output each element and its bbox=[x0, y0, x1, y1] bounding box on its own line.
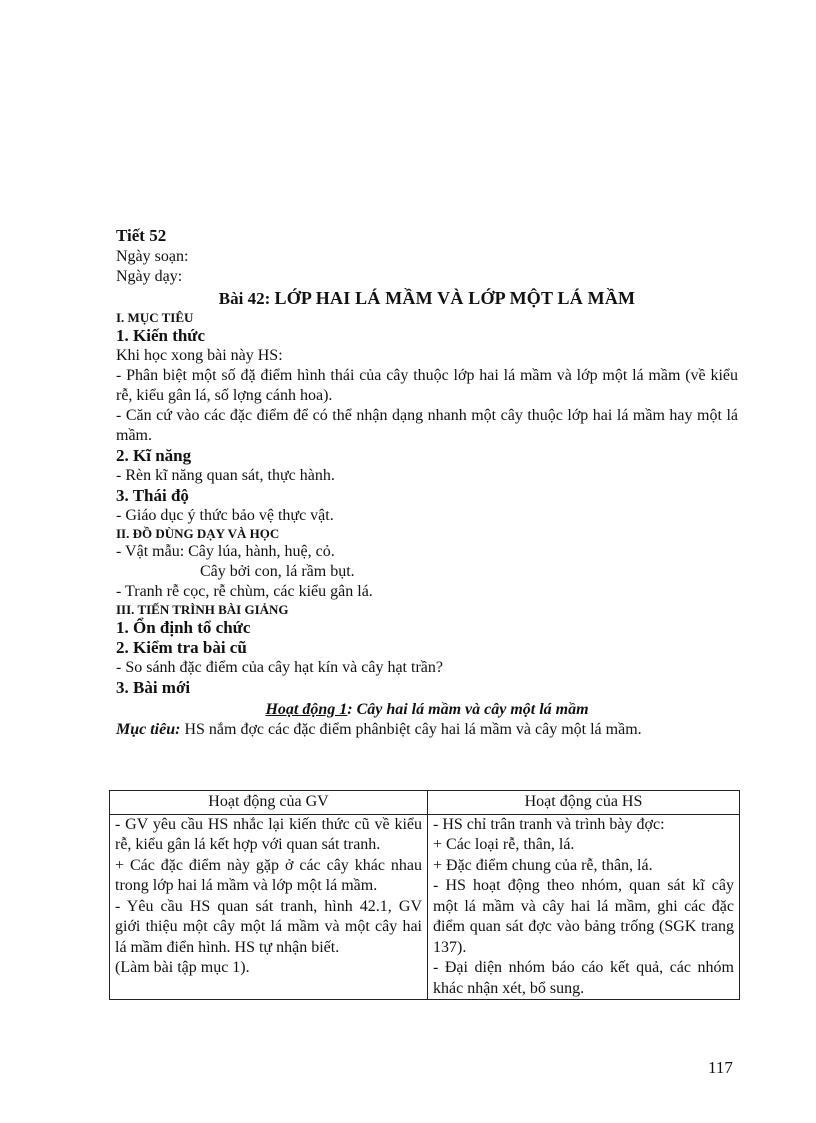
knowledge-heading: 1. Kiến thức bbox=[116, 326, 206, 345]
activity-table bbox=[109, 790, 740, 1000]
knowledge-item-2: - Căn cứ vào các đặc điểm để có thể nhận dạng nhanh một cây thuộc lớp hai lá mầm hay một lá mầm. bbox=[116, 407, 738, 444]
attitude-item-1: - Giáo dục ý thức bảo vệ thực vật. bbox=[116, 507, 334, 524]
step-2-question: - So sánh đặc điểm của cây hạt kín và cây hạt trần? bbox=[116, 659, 443, 676]
lesson-label: Bài 42: bbox=[218, 289, 271, 308]
page-number: 117 bbox=[708, 1058, 733, 1077]
table-row bbox=[110, 814, 740, 1000]
section-2-heading: II. ĐỒ DÙNG DẠY VÀ HỌC bbox=[116, 526, 280, 541]
attitude-heading: 3. Thái độ bbox=[116, 486, 189, 505]
materials-item-1b: Cây bởi con, lá rầm bụt. bbox=[200, 563, 355, 580]
step-1-heading: 1. Ổn định tổ chức bbox=[116, 618, 251, 637]
activity-goal bbox=[116, 720, 738, 740]
header-gv: Hoạt động của GV bbox=[110, 791, 428, 815]
materials-item-2: - Tranh rễ cọc, rễ chùm, các kiểu gân lá. bbox=[116, 583, 373, 600]
lesson-plan-body bbox=[116, 226, 738, 740]
gv-cell bbox=[110, 814, 428, 1000]
lesson-title: LỚP HAI LÁ MẦM VÀ LỚP MỘT LÁ MẦM bbox=[274, 288, 636, 308]
step-2-heading: 2. Kiểm tra bài cũ bbox=[116, 638, 247, 657]
step-3-heading: 3. Bài mới bbox=[116, 678, 191, 697]
knowledge-intro: Khi học xong bài này HS: bbox=[116, 347, 283, 364]
hs-cell bbox=[428, 814, 740, 1000]
hs-line-1: - HS chỉ trân tranh và trình bày đợc: bbox=[433, 815, 665, 833]
section-3-heading: III. TIẾN TRÌNH BÀI GIẢNG bbox=[116, 602, 289, 617]
skill-item-1: - Rèn kĩ năng quan sát, thực hành. bbox=[116, 467, 335, 484]
hs-line-3: + Đặc điểm chung của rễ, thân, lá. bbox=[433, 856, 653, 874]
knowledge-item-1: - Phân biệt một số đặ điểm hình thái của cây thuộc lớp hai lá mầm và lớp một lá mầm (về kiểu rễ, kiểu gân lá, số lợng cánh hoa). bbox=[116, 367, 738, 404]
goal-text: HS nắm đợc các đặc điểm phânbiệt cây hai lá mầm và cây một lá mầm. bbox=[180, 721, 642, 738]
gv-line-3: - Yêu cầu HS quan sát tranh, hình 42.1, GV giới thiệu một cây một lá mầm và một cây hai lá mầm điển hình. HS tự nhận biết. bbox=[115, 897, 422, 956]
table-header-row bbox=[110, 791, 740, 815]
lesson-heading bbox=[116, 288, 738, 309]
section-1-heading: I. MỤC TIÊU bbox=[116, 310, 194, 325]
teach-date: Ngày dạy: bbox=[116, 268, 183, 285]
hs-line-5: - Đại diện nhóm báo cáo kết quả, các nhóm khác nhận xét, bổ sung. bbox=[433, 959, 734, 997]
materials-item-1: - Vật mẫu: Cây lúa, hành, huệ, cỏ. bbox=[116, 543, 335, 560]
hs-line-4: - HS hoạt động theo nhóm, quan sát kĩ cây một lá mầm và cây hai lá mầm, ghi các đặc điểm quan sát đợc vào bảng trống (SGK trang 137). bbox=[433, 877, 734, 956]
prep-date: Ngày soạn: bbox=[116, 248, 189, 265]
activity-title bbox=[116, 700, 738, 720]
skill-heading: 2. Kĩ năng bbox=[116, 446, 192, 465]
activity-label: Hoạt động 1 bbox=[265, 701, 348, 718]
goal-label: Mục tiêu: bbox=[116, 721, 181, 738]
activity-name: : Cây hai lá mầm và cây một lá mầm bbox=[347, 701, 589, 718]
hs-line-2: + Các loại rễ, thân, lá. bbox=[433, 836, 575, 853]
period-label: Tiết 52 bbox=[116, 226, 167, 245]
gv-line-4: (Làm bài tập mục 1). bbox=[115, 959, 250, 976]
gv-line-2: + Các đặc điểm này gặp ở các cây khác nhau trong lớp hai lá mầm và lớp một lá mầm. bbox=[115, 856, 422, 894]
header-hs: Hoạt động của HS bbox=[428, 791, 740, 815]
gv-line-1: - GV yêu cầu HS nhắc lại kiến thức cũ về kiểu rễ, kiểu gân lá kết hợp với quan sát tranh. bbox=[115, 815, 422, 853]
